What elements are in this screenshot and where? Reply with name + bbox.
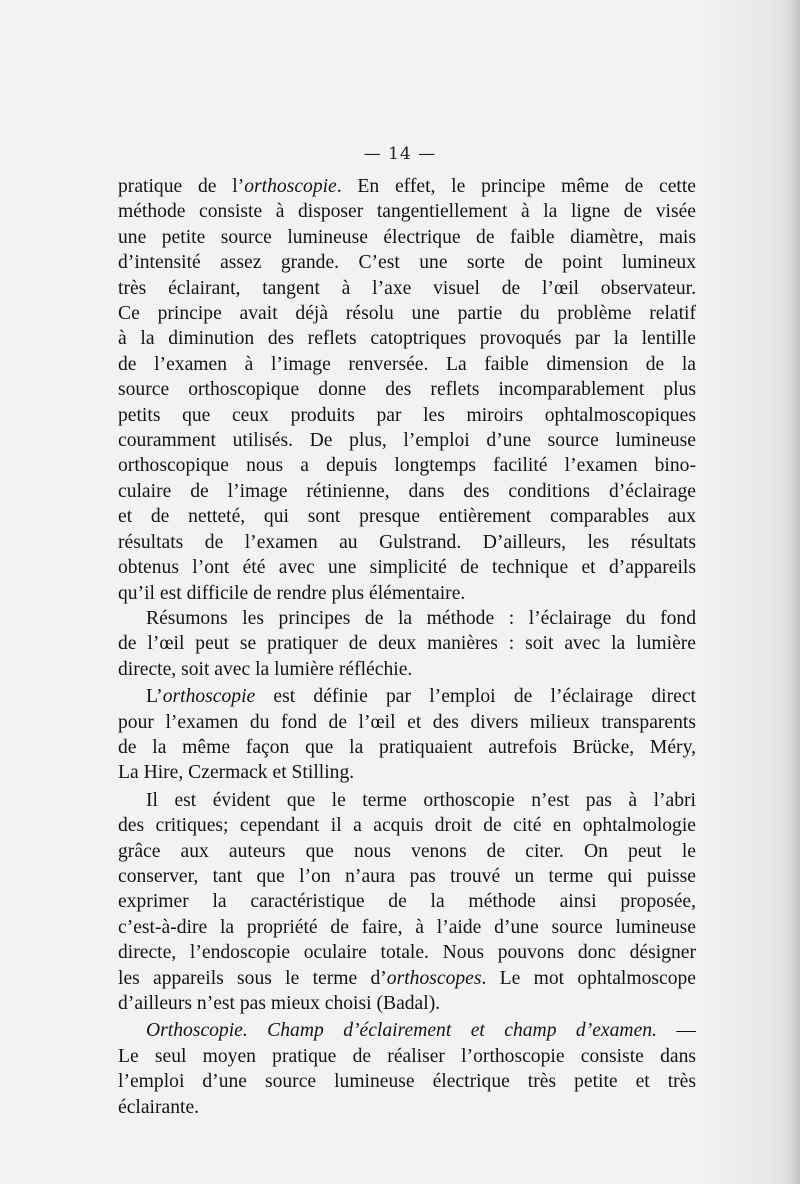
text-line-29: exprimer la caractéristique de la méthode ainsi proposée, [118, 891, 696, 913]
text-line-36: l’emploi d’une source lumineuse électrique très petite et très [118, 1071, 696, 1093]
text-line-11: couramment utilisés. De plus, l’emploi d’une source lumineuse [118, 430, 696, 452]
text-line-1: pratique de l’orthoscopie. En effet, le principe même de cette [118, 176, 696, 197]
text-line-25: Il est évident que le terme orthoscopie n’est pas à l’abri [146, 789, 696, 811]
italic-term: orthoscopes [386, 967, 482, 989]
text-line-19: de l’œil peut se pratiquer de deux manières : soit avec la lumière [118, 633, 696, 655]
text-line-14: et de netteté, qui sont presque entièrement comparables aux [118, 506, 696, 528]
text-line-37: éclairante. [118, 1096, 200, 1118]
body-text [118, 174, 696, 1120]
text-line-13: culaire de l’image rétinienne, dans des conditions d’éclairage [118, 480, 696, 502]
text-line-21: L’orthoscopie est définie par l’emploi de l’éclairage direct [146, 686, 696, 708]
text-line-28: conserver, tant que l’on n’aura pas trouvé un terme qui puisse [118, 865, 696, 887]
text-line-15: résultats de l’examen au Gulstrand. D’ailleurs, les résultats [118, 531, 696, 553]
text-line-12: orthoscopique nous a depuis longtemps facilité l’examen bino- [118, 455, 696, 477]
text-line-9: source orthoscopique donne des reflets incomparablement plus [118, 379, 696, 401]
text-line-7: à la diminution des reflets catoptriques provoqués par la lentille [118, 328, 696, 350]
text-line-31: directe, l’endoscopie oculaire totale. Nous pouvons donc désigner [118, 942, 696, 964]
text-line-2: méthode consiste à disposer tangentiellement à la ligne de visée [118, 201, 696, 223]
text-line-24: La Hire, Czermack et Stilling. [118, 762, 355, 784]
text-line-5: très éclairant, tangent à l’axe visuel de l’œil observateur. [118, 277, 696, 299]
text-line-8: de l’examen à l’image renversée. La faible dimension de la [118, 353, 696, 375]
text-line-3: une petite source lumineuse électrique de faible diamètre, mais [118, 226, 696, 248]
text-line-22: pour l’examen du fond de l’œil et des divers milieux transparents [118, 711, 696, 733]
text-line-26: des critiques; cependant il a acquis droit de cité en ophtalmologie [118, 815, 696, 837]
text-line-10: petits que ceux produits par les miroirs ophtalmoscopiques [118, 404, 696, 426]
page-gutter-shadow [786, 0, 800, 1184]
text-line-30: c’est-à-dire la propriété de faire, à l’aide d’une source lumineuse [118, 916, 696, 938]
italic-term: orthoscopie [244, 176, 337, 197]
text-line-33: d’ailleurs n’est pas mieux choisi (Badal). [118, 993, 441, 1014]
text-line-17: qu’il est difficile de rendre plus élémentaire. [118, 582, 466, 604]
page-number: — 14 — [363, 144, 437, 164]
text-line-4: d’intensité assez grande. C’est une sorte de point lumineux [118, 252, 696, 274]
text-line-32: les appareils sous le terme d’orthoscopes. Le mot ophtalmoscope [118, 967, 697, 989]
text-line-20: directe, soit avec la lumière réfléchie. [118, 658, 413, 680]
italic-term: orthoscopie [162, 686, 256, 708]
section-heading: Orthoscopie. Champ d’éclairement et champ d’examen. [146, 1020, 657, 1042]
text-line-6: Ce principe avait déjà résolu une partie du problème relatif [118, 303, 696, 325]
text-line-34: Orthoscopie. Champ d’éclairement et champ d’examen. — [146, 1020, 696, 1042]
text-line-16: obtenus l’ont été avec une simplicité de technique et d’appareils [118, 557, 696, 579]
text-line-35: Le seul moyen pratique de réaliser l’orthoscopie consiste dans [118, 1045, 696, 1067]
text-line-23: de la même façon que la pratiquaient autrefois Brücke, Méry, [118, 736, 696, 758]
text-line-18: Résumons les principes de la méthode : l’éclairage du fond [146, 607, 696, 629]
text-line-27: grâce aux auteurs que nous venons de citer. On peut le [118, 840, 696, 862]
